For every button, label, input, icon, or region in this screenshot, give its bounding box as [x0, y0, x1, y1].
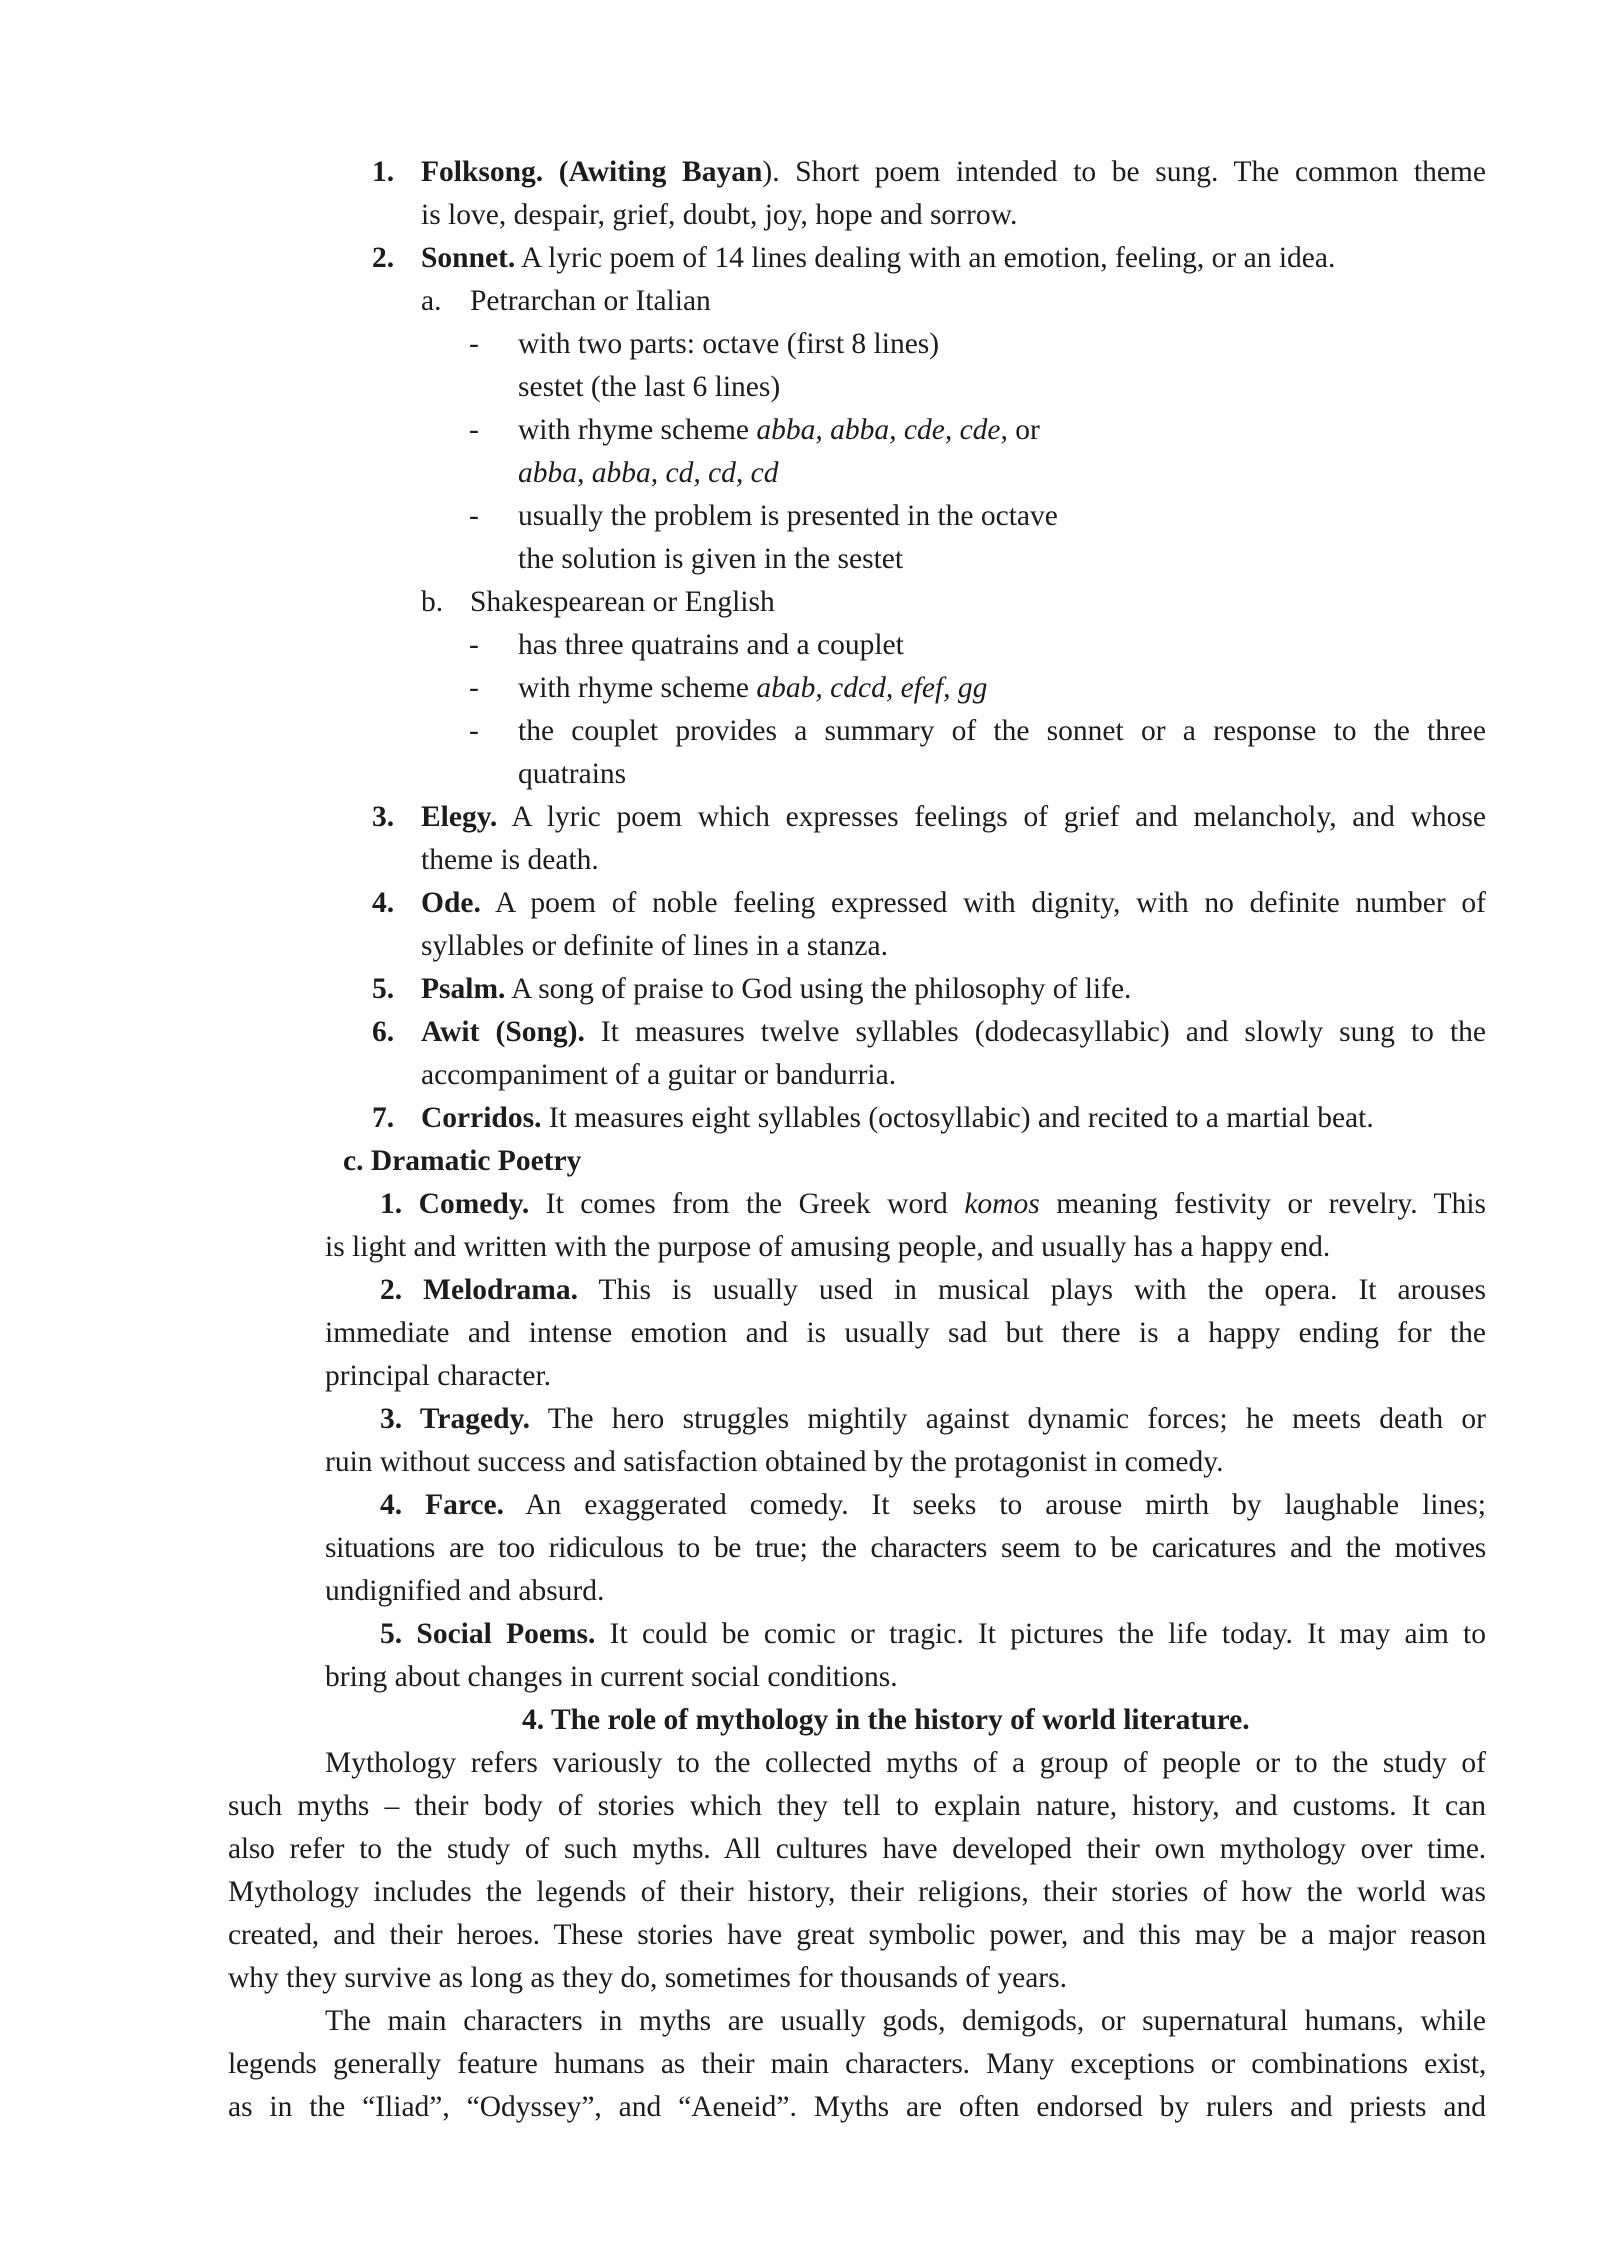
- term-awit: Awit (Song).: [421, 1016, 585, 1048]
- rhyme-scheme: abba, abba, cde, cde,: [756, 414, 1008, 446]
- text-run: The hero struggles mightily against dynamic forces; he meets death or: [529, 1403, 1486, 1435]
- term-sonnet: Sonnet.: [421, 242, 516, 274]
- sublist-letter: b.: [421, 586, 444, 618]
- text-run: with rhyme scheme: [518, 672, 757, 704]
- rhyme-scheme: abab, cdcd, efef, gg: [756, 672, 988, 704]
- sublist-label: Petrarchan or Italian: [470, 285, 711, 317]
- term-social-poems: 5. Social Poems.: [380, 1618, 596, 1650]
- text-run: It could be comic or tragic. It pictures the life today. It may aim to: [595, 1618, 1487, 1650]
- item-text: is love, despair, grief, doubt, joy, hope and sorrow.: [421, 199, 1018, 231]
- paragraph-line: ruin without success and satisfaction obtained by the protagonist in comedy.: [325, 1446, 1224, 1478]
- bullet-text: has three quatrains and a couplet: [518, 629, 904, 661]
- dash-bullet: -: [469, 715, 479, 747]
- paragraph-line: why they survive as long as they do, sometimes for thousands of years.: [228, 1962, 1067, 1994]
- paragraph-line: legends generally feature humans as their main characters. Many exceptions or combinations exist,: [228, 2048, 1486, 2080]
- dash-bullet: -: [469, 500, 479, 532]
- text-run: with rhyme scheme: [518, 414, 757, 446]
- item-text: A lyric poem of 14 lines dealing with an emotion, feeling, or an idea.: [515, 242, 1336, 274]
- bullet-text: quatrains: [518, 758, 627, 790]
- item-text: A poem of noble feeling expressed with dignity, with no definite number of: [480, 887, 1486, 919]
- item-text: A lyric poem which expresses feelings of grief and melancholy, and whose: [497, 801, 1486, 833]
- sublist-letter: a.: [421, 285, 442, 317]
- list-number: 7.: [372, 1102, 395, 1134]
- bullet-text: sestet (the last 6 lines): [518, 371, 781, 403]
- paragraph-line: undignified and absurd.: [325, 1575, 605, 1607]
- paragraph-line: Mythology includes the legends of their history, their religions, their stories of how the world was: [228, 1876, 1486, 1908]
- text-run: It comes from the Greek word: [529, 1188, 965, 1220]
- term-corridos: Corridos.: [421, 1102, 542, 1134]
- item-text: theme is death.: [421, 844, 599, 876]
- dash-bullet: -: [469, 629, 479, 661]
- bullet-text: the couplet provides a summary of the sonnet or a response to the three: [518, 715, 1486, 747]
- term-tragedy: 3. Tragedy.: [380, 1403, 530, 1435]
- list-number: 1.: [372, 156, 395, 188]
- farce-item: [380, 1484, 1486, 1527]
- paragraph-line: is light and written with the purpose of amusing people, and usually has a happy end.: [325, 1231, 1331, 1263]
- item-text: A song of praise to God using the philosophy of life.: [505, 973, 1132, 1005]
- elegy-item: [421, 796, 1486, 839]
- corridos-item: [421, 1097, 1374, 1140]
- social-poems-item: [380, 1613, 1486, 1656]
- list-number: 6.: [372, 1016, 395, 1048]
- term-psalm: Psalm.: [421, 973, 506, 1005]
- term-farce: 4. Farce.: [380, 1489, 504, 1521]
- list-number: 3.: [372, 801, 395, 833]
- folksong-item: [421, 151, 1486, 194]
- melodrama-item: [380, 1269, 1486, 1312]
- text-run: or: [1007, 414, 1040, 446]
- section-heading: 4. The role of mythology in the history of world literature.: [522, 1704, 1250, 1736]
- term-melodrama: 2. Melodrama.: [380, 1274, 578, 1306]
- text-run: An exaggerated comedy. It seeks to arouse mirth by laughable lines;: [503, 1489, 1486, 1521]
- list-number: 2.: [372, 242, 395, 274]
- item-text: syllables or definite of lines in a stanza.: [421, 930, 888, 962]
- term-elegy: Elegy.: [421, 801, 498, 833]
- ode-item: [421, 882, 1486, 925]
- sublist-label: Shakespearean or English: [470, 586, 775, 618]
- item-text: It measures eight syllables (octosyllabic) and recited to a martial beat.: [541, 1102, 1374, 1134]
- bullet-text: usually the problem is presented in the octave: [518, 500, 1058, 532]
- paragraph-line: such myths – their body of stories which they tell to explain nature, history, and customs. It can: [228, 1790, 1486, 1822]
- paragraph-line: created, and their heroes. These stories have great symbolic power, and this may be a major reason: [228, 1919, 1486, 1951]
- term-folksong: Folksong. (Awiting Bayan: [421, 156, 763, 188]
- paragraph-line: The main characters in myths are usually gods, demigods, or supernatural humans, while: [325, 2005, 1486, 2037]
- list-number: 4.: [372, 887, 395, 919]
- paragraph-line: principal character.: [325, 1360, 552, 1392]
- paragraph-line: situations are too ridiculous to be true; the characters seem to be caricatures and the motives: [325, 1532, 1486, 1564]
- dramatic-poetry-heading: c. Dramatic Poetry: [343, 1145, 582, 1177]
- bullet-text: [518, 667, 987, 710]
- paragraph-line: also refer to the study of such myths. All cultures have developed their own mythology over time.: [228, 1833, 1486, 1865]
- dash-bullet: -: [469, 672, 479, 704]
- awit-item: [421, 1011, 1486, 1054]
- item-text: It measures twelve syllables (dodecasyllabic) and slowly sung to the: [584, 1016, 1486, 1048]
- bullet-text: with two parts: octave (first 8 lines): [518, 328, 940, 360]
- bullet-text: the solution is given in the sestet: [518, 543, 904, 575]
- paragraph-line: as in the “Iliad”, “Odyssey”, and “Aeneid”. Myths are often endorsed by rulers and priests and: [228, 2091, 1486, 2123]
- comedy-item: [380, 1183, 1486, 1226]
- term-ode: Ode.: [421, 887, 481, 919]
- text-run: meaning festivity or revelry. This: [1039, 1188, 1486, 1220]
- tragedy-item: [380, 1398, 1486, 1441]
- paragraph-line: Mythology refers variously to the collected myths of a group of people or to the study of: [325, 1747, 1486, 1779]
- dash-bullet: -: [469, 414, 479, 446]
- list-number: 5.: [372, 973, 395, 1005]
- bullet-text: [518, 409, 1040, 452]
- term-komos: komos: [964, 1188, 1040, 1220]
- rhyme-scheme: abba, abba, cd, cd, cd: [518, 457, 779, 489]
- sonnet-item: [421, 237, 1335, 280]
- item-text: ). Short poem intended to be sung. The common theme: [762, 156, 1486, 188]
- paragraph-line: bring about changes in current social conditions.: [325, 1661, 898, 1693]
- psalm-item: [421, 968, 1131, 1011]
- paragraph-line: immediate and intense emotion and is usually sad but there is a happy ending for the: [325, 1317, 1486, 1349]
- dash-bullet: -: [469, 328, 479, 360]
- item-text: accompaniment of a guitar or bandurria.: [421, 1059, 897, 1091]
- text-run: This is usually used in musical plays with the opera. It arouses: [577, 1274, 1486, 1306]
- term-comedy: 1. Comedy.: [380, 1188, 530, 1220]
